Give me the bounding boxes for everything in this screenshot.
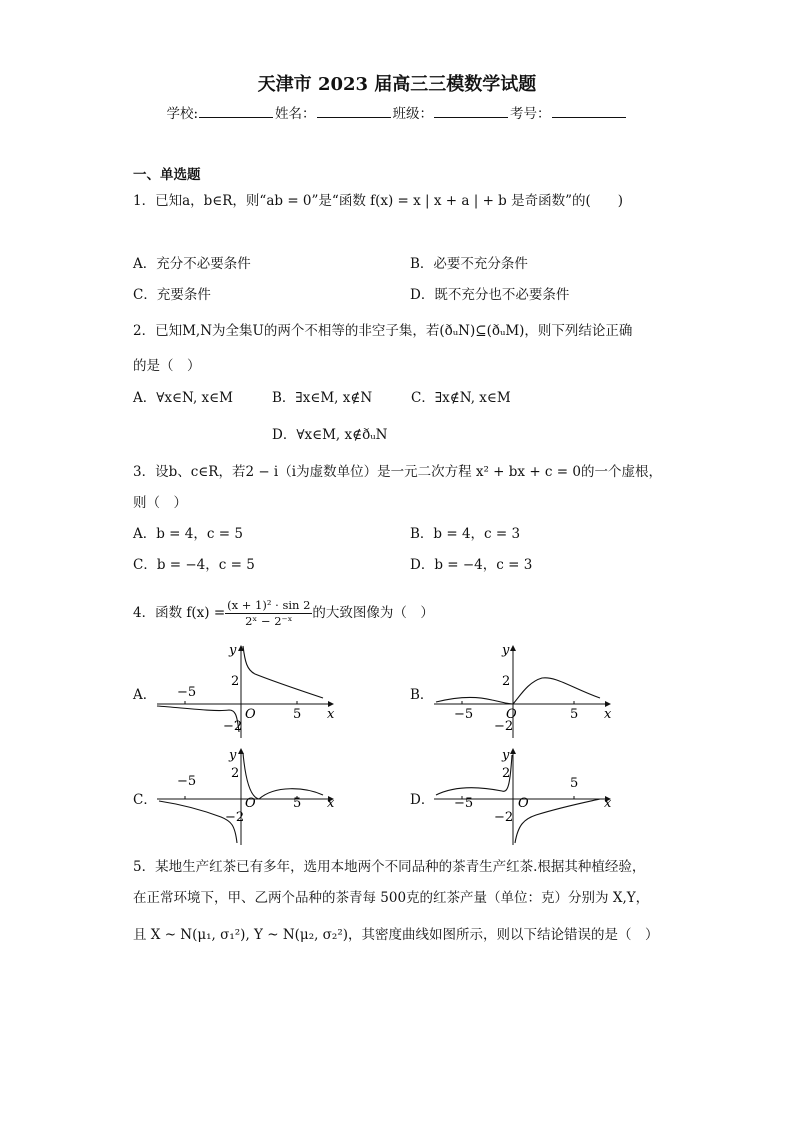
school-blank[interactable] xyxy=(199,105,273,118)
label-y: y xyxy=(502,643,510,658)
label-yneg2: −2 xyxy=(494,810,514,825)
label-origin: O xyxy=(506,707,517,722)
q4-fraction xyxy=(225,598,312,629)
label-y: y xyxy=(502,748,510,763)
name-label: 姓名： xyxy=(275,106,316,122)
label-y: y xyxy=(229,748,237,763)
label-neg5: −5 xyxy=(177,774,197,789)
label-y2: 2 xyxy=(502,766,511,781)
graph-c-label: C． xyxy=(133,792,157,808)
curve xyxy=(436,678,600,704)
student-info-line xyxy=(0,102,794,122)
exam-no-blank[interactable] xyxy=(552,105,626,118)
q2-option-a: A．∀x∈N, x∈M xyxy=(133,390,233,406)
q4-fraction-denominator: 2ˣ − 2⁻ˣ xyxy=(245,614,293,628)
label-neg5: −5 xyxy=(454,707,474,722)
class-blank[interactable] xyxy=(434,105,508,118)
q3-option-b: B．b = 4，c = 3 xyxy=(410,526,521,542)
label-x: x xyxy=(604,707,612,722)
label-neg5: −5 xyxy=(177,685,197,700)
label-y2: 2 xyxy=(231,766,240,781)
class-label: 班级： xyxy=(392,106,434,122)
q3-option-d: D．b = −4，c = 3 xyxy=(410,557,533,573)
q4-stem xyxy=(133,598,434,629)
label-neg5: −5 xyxy=(454,796,474,811)
label-y: y xyxy=(229,643,237,658)
graph-a xyxy=(155,640,345,740)
graph-c xyxy=(155,745,345,850)
graph-d-label: D． xyxy=(410,792,435,808)
graph-b-label: B． xyxy=(410,687,434,703)
q5-line1: 5．某地生产红茶已有多年，选用本地两个不同品种的茶青生产红茶.根据其种植经验， xyxy=(133,859,646,875)
q2-option-d: D．∀x∈M, x∉ðᵤN xyxy=(272,427,388,443)
label-y2: 2 xyxy=(231,674,240,689)
label-pos5: 5 xyxy=(570,707,579,722)
q1-option-d: D．既不充分也不必要条件 xyxy=(410,287,570,303)
label-pos5: 5 xyxy=(293,796,302,811)
school-label: 学校: xyxy=(166,106,199,122)
label-pos5: 5 xyxy=(293,707,302,722)
q3-option-c: C．b = −4，c = 5 xyxy=(133,557,255,573)
curve-right xyxy=(243,646,323,698)
label-origin: O xyxy=(245,707,256,722)
q3-stem-line1: 3．设b、c∈R，若2 − i（i为虚数单位）是一元二次方程 x² + bx + c = 0的一个虚根， xyxy=(133,464,662,480)
label-x: x xyxy=(604,796,612,811)
label-yneg2: −2 xyxy=(494,719,514,734)
q2-option-c: C．∃x∉N, x∈M xyxy=(411,390,511,406)
label-yneg2: −2 xyxy=(225,810,245,825)
q1-option-b: B．必要不充分条件 xyxy=(410,256,528,272)
page-title: 天津市 2023 届高三三模数学试题 xyxy=(257,74,537,95)
label-origin: O xyxy=(245,796,256,811)
q2-stem-line1: 2．已知M,N为全集U的两个不相等的非空子集，若(ðᵤN)⊆(ðᵤM)，则下列结论正确 xyxy=(133,323,633,339)
name-blank[interactable] xyxy=(317,105,391,118)
graph-a-label: A． xyxy=(133,687,157,703)
q4-prefix: 4．函数 f(x) = xyxy=(133,605,226,621)
q4-suffix: 的大致图像为（ ） xyxy=(312,605,434,621)
curve-left xyxy=(436,755,512,795)
label-x: x xyxy=(327,707,335,722)
label-y2: 2 xyxy=(502,674,511,689)
q2-stem-line2: 的是（ ） xyxy=(133,358,201,374)
label-yneg2: −2 xyxy=(223,719,243,734)
q5-line3: 且 X ~ N(μ₁, σ₁²), Y ~ N(μ₂, σ₂²)，其密度曲线如图所示，则以下结论错误的是（ ） xyxy=(133,927,659,943)
q3-stem-line2: 则（ ） xyxy=(133,495,187,511)
section-title: 一、单选题 xyxy=(133,167,201,183)
exam-no-label: 考号： xyxy=(510,106,551,122)
q3-option-a: A．b = 4，c = 5 xyxy=(133,526,243,542)
q1-stem: 1．已知a，b∈R，则“ab = 0”是“函数 f(x) = x | x + a | + b 是奇函数”的( ) xyxy=(133,193,624,209)
q4-fraction-numerator: (x + 1)² · sin 2 xyxy=(227,598,311,612)
label-x: x xyxy=(327,796,335,811)
graph-d xyxy=(432,745,622,850)
q1-option-c: C．充要条件 xyxy=(133,287,211,303)
q2-option-b: B．∃x∈M, x∉N xyxy=(272,390,373,406)
graph-b xyxy=(432,640,622,740)
curve-right xyxy=(243,753,323,799)
label-origin: O xyxy=(518,796,529,811)
label-pos5: 5 xyxy=(570,776,579,791)
q5-line2: 在正常环境下，甲、乙两个品种的茶青每 500克的红茶产量（单位：克）分别为 X,Y， xyxy=(133,890,650,906)
q1-option-a: A．充分不必要条件 xyxy=(133,256,251,272)
